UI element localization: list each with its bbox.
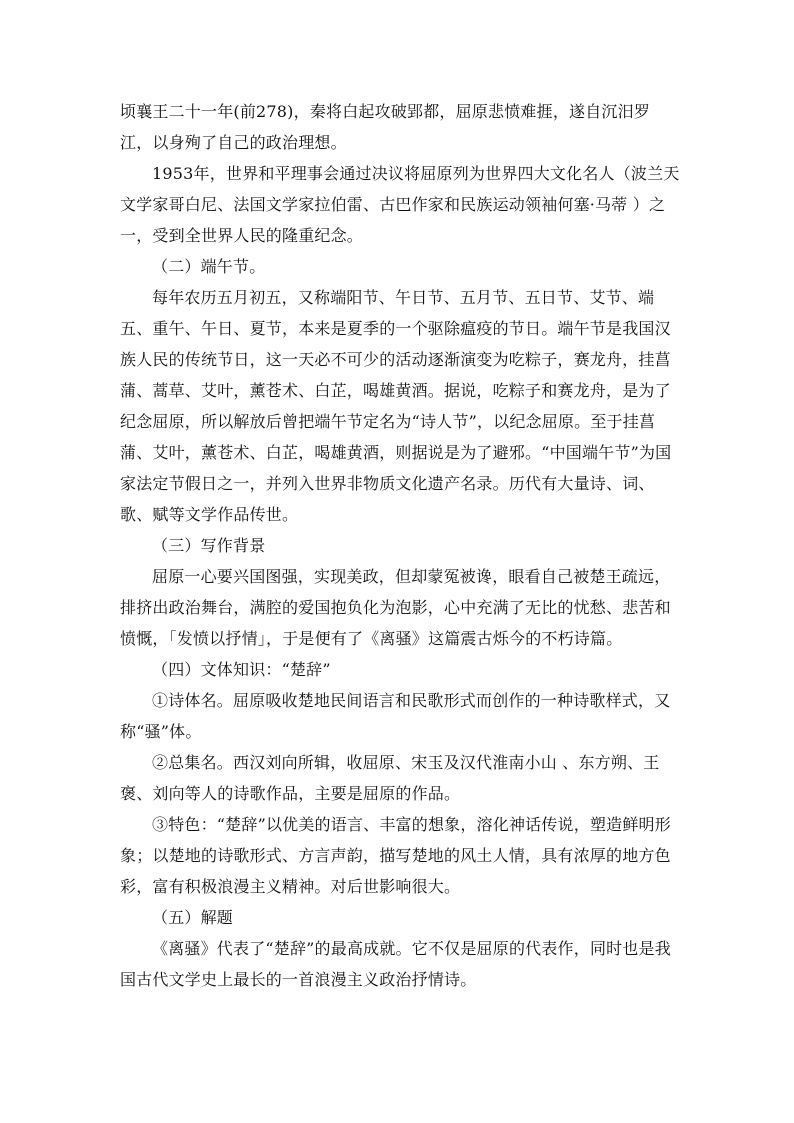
paragraph-world-cultural-figures: 1953年，世界和平理事会通过决议将屈原列为世界四大文化名人（波兰天文学家哥白尼、法国文学家拉伯雷、古巴作家和民族运动领袖何塞·马蒂 ）之一，受到全世界人民的隆重纪念。 <box>120 164 680 245</box>
paragraph-chuci-features: ③特色：“楚辞”以优美的语言、丰富的想象，溶化神话传说，塑造鲜明形象；以楚地的诗歌形式、方言声韵，描写楚地的风土人情，具有浓厚的地方色彩，富有积极浪漫主义精神。对后世影响很大。 <box>120 815 671 896</box>
paragraph-dragon-boat-festival: 每年农历五月初五，又称端阳节、午日节、五月节、五日节、艾节、端五、重午、午日、夏节，本来是夏季的一个驱除瘟疫的节日。端午节是我国汉族人民的传统节日，这一天必不可少的活动逐渐演变为吃粽子，赛龙舟，挂菖蒲、蒿草、艾叶，薰苍术、白芷，喝雄黄酒。据说，吃粽子和赛龙舟，是为了纪念屈原，所以解放后曾把端午节定名为“诗人节”，以纪念屈原。至于挂菖蒲、艾叶，薰苍术、白芷，喝雄黄酒，则据说是为了避邪。“中国端午节”为国家法定节假日之一，并列入世界非物质文化遗产名录。历代有大量诗、词、歌、赋等文学作品传世。 <box>120 288 672 524</box>
paragraph-chuci-anthology: ②总集名。西汉刘向所辑，收屈原、宋玉及汉代淮南小山 、东方朔、王褒、刘向等人的诗歌作品，主要是屈原的作品。 <box>120 753 660 803</box>
section-heading-writing-background: （三）写作背景 <box>152 536 266 555</box>
paragraph-writing-background: 屈原一心要兴国图强，实现美政，但却蒙冤被谗，眼看自己被楚王疏远，排挤出政治舞台，满腔的爱国抱负化为泡影，心中充满了无比的忧愁、悲苦和愤慨，「发愤以抒情」，于是便有了《离骚》这篇震古烁今的不朽诗篇。 <box>120 567 671 648</box>
section-heading-chuci-genre: （四）文体知识：“楚辞” <box>152 660 331 679</box>
paragraph-chuci-poetic-form: ①诗体名。屈原吸收楚地民间语言和民歌形式而创作的一种诗歌样式，又称“骚”体。 <box>120 691 671 741</box>
section-heading-dragon-boat-festival: （二）端午节。 <box>152 257 266 276</box>
document-body <box>120 96 680 995</box>
paragraph-qu-yuan-death: 顷襄王二十一年(前278)，秦将白起攻破郢都，屈原悲愤难捱，遂自沉汨罗江，以身殉了自己的政治理想。 <box>120 102 651 152</box>
paragraph-lisao-significance: 《离骚》代表了“楚辞”的最高成就。它不仅是屈原的代表作，同时也是我国古代文学史上最长的一首浪漫主义政治抒情诗。 <box>120 939 671 989</box>
section-heading-title-explanation: （五）解题 <box>152 908 234 927</box>
